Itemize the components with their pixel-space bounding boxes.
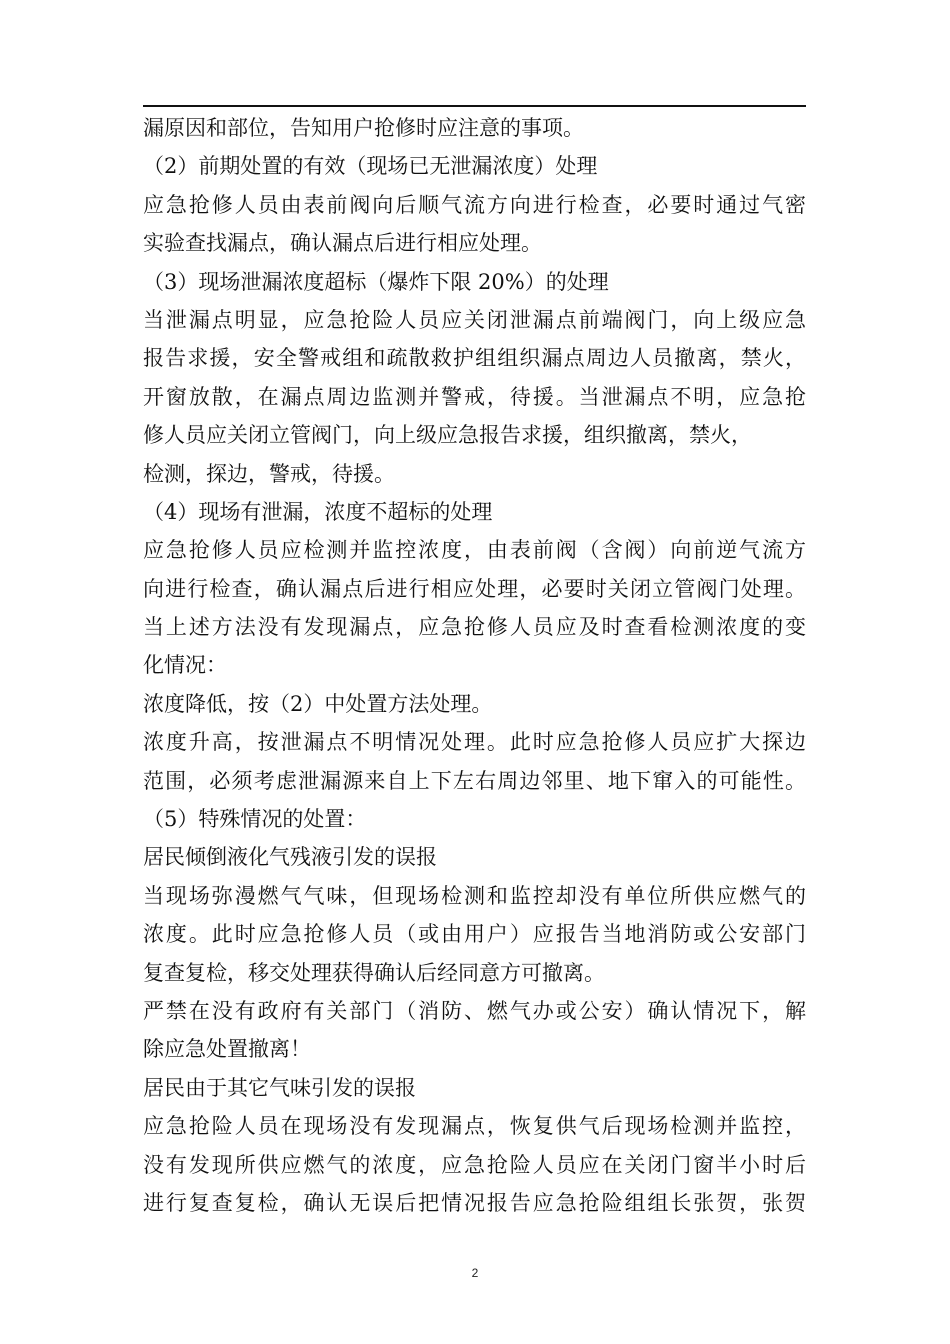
text-line: 应急抢修人员应检测并监控浓度，由表前阀（含阀）向前逆气流方 xyxy=(143,538,806,563)
page-number: 2 xyxy=(471,1266,479,1280)
text-line: 报告求援，安全警戒组和疏散救护组组织漏点周边人员撤离，禁火， xyxy=(143,346,806,371)
text-line: 应急抢险人员在现场没有发现漏点，恢复供气后现场检测并监控， xyxy=(143,1114,806,1139)
subsection-heading: 居民倾倒液化气残液引发的误报 xyxy=(143,845,437,870)
text-line: 化情况： xyxy=(143,653,227,678)
text-line: 浓度。此时应急抢修人员（或由用户）应报告当地消防或公安部门 xyxy=(143,922,806,947)
text-line: 应急抢修人员由表前阀向后顺气流方向进行检查，必要时通过气密 xyxy=(143,192,806,217)
text-line: 检测，探边，警戒，待援。 xyxy=(143,461,395,486)
subsection-heading: 居民由于其它气味引发的误报 xyxy=(143,1075,416,1100)
text-line: 开窗放散，在漏点周边监测并警戒，待援。当泄漏点不明，应急抢 xyxy=(143,384,806,409)
text-line: 实验查找漏点，确认漏点后进行相应处理。 xyxy=(143,231,542,256)
section-heading: （2）前期处置的有效（现场已无泄漏浓度）处理 xyxy=(143,154,598,179)
section-heading: （4）现场有泄漏，浓度不超标的处理 xyxy=(143,499,493,524)
text-line: 漏原因和部位，告知用户抢修时应注意的事项。 xyxy=(143,116,584,140)
text-line: 当现场弥漫燃气气味，但现场检测和监控却没有单位所供应燃气的 xyxy=(143,883,806,908)
text-line: 当上述方法没有发现漏点，应急抢修人员应及时查看检测浓度的变 xyxy=(143,615,806,640)
section-heading: （3）现场泄漏浓度超标（爆炸下限 20%）的处理 xyxy=(143,269,609,294)
section-heading: （5）特殊情况的处置： xyxy=(143,807,367,832)
text-line: 进行复查复检，确认无误后把情况报告应急抢险组组长张贺，张贺 xyxy=(143,1190,806,1215)
text-line: 修人员应关闭立管阀门，向上级应急报告求援，组织撤离，禁火， xyxy=(143,423,752,448)
text-line: 严禁在没有政府有关部门（消防、燃气办或公安）确认情况下，解 xyxy=(143,998,806,1023)
text-line: 浓度升高，按泄漏点不明情况处理。此时应急抢修人员应扩大探边 xyxy=(143,730,806,755)
header-rule xyxy=(143,105,806,107)
text-line: 向进行检查，确认漏点后进行相应处理，必要时关闭立管阀门处理。 xyxy=(143,576,806,601)
body-text xyxy=(143,109,811,1222)
text-line: 复查复检，移交处理获得确认后经同意方可撤离。 xyxy=(143,960,605,985)
text-line: 范围，必须考虑泄漏源来自上下左右周边邻里、地下窜入的可能性。 xyxy=(143,768,806,793)
text-line: 当泄漏点明显，应急抢险人员应关闭泄漏点前端阀门，向上级应急 xyxy=(143,307,806,332)
text-line: 除应急处置撤离！ xyxy=(143,1037,311,1062)
text-line: 没有发现所供应燃气的浓度，应急抢险人员应在关闭门窗半小时后 xyxy=(143,1152,806,1177)
text-line: 浓度降低，按（2）中处置方法处理。 xyxy=(143,691,493,716)
